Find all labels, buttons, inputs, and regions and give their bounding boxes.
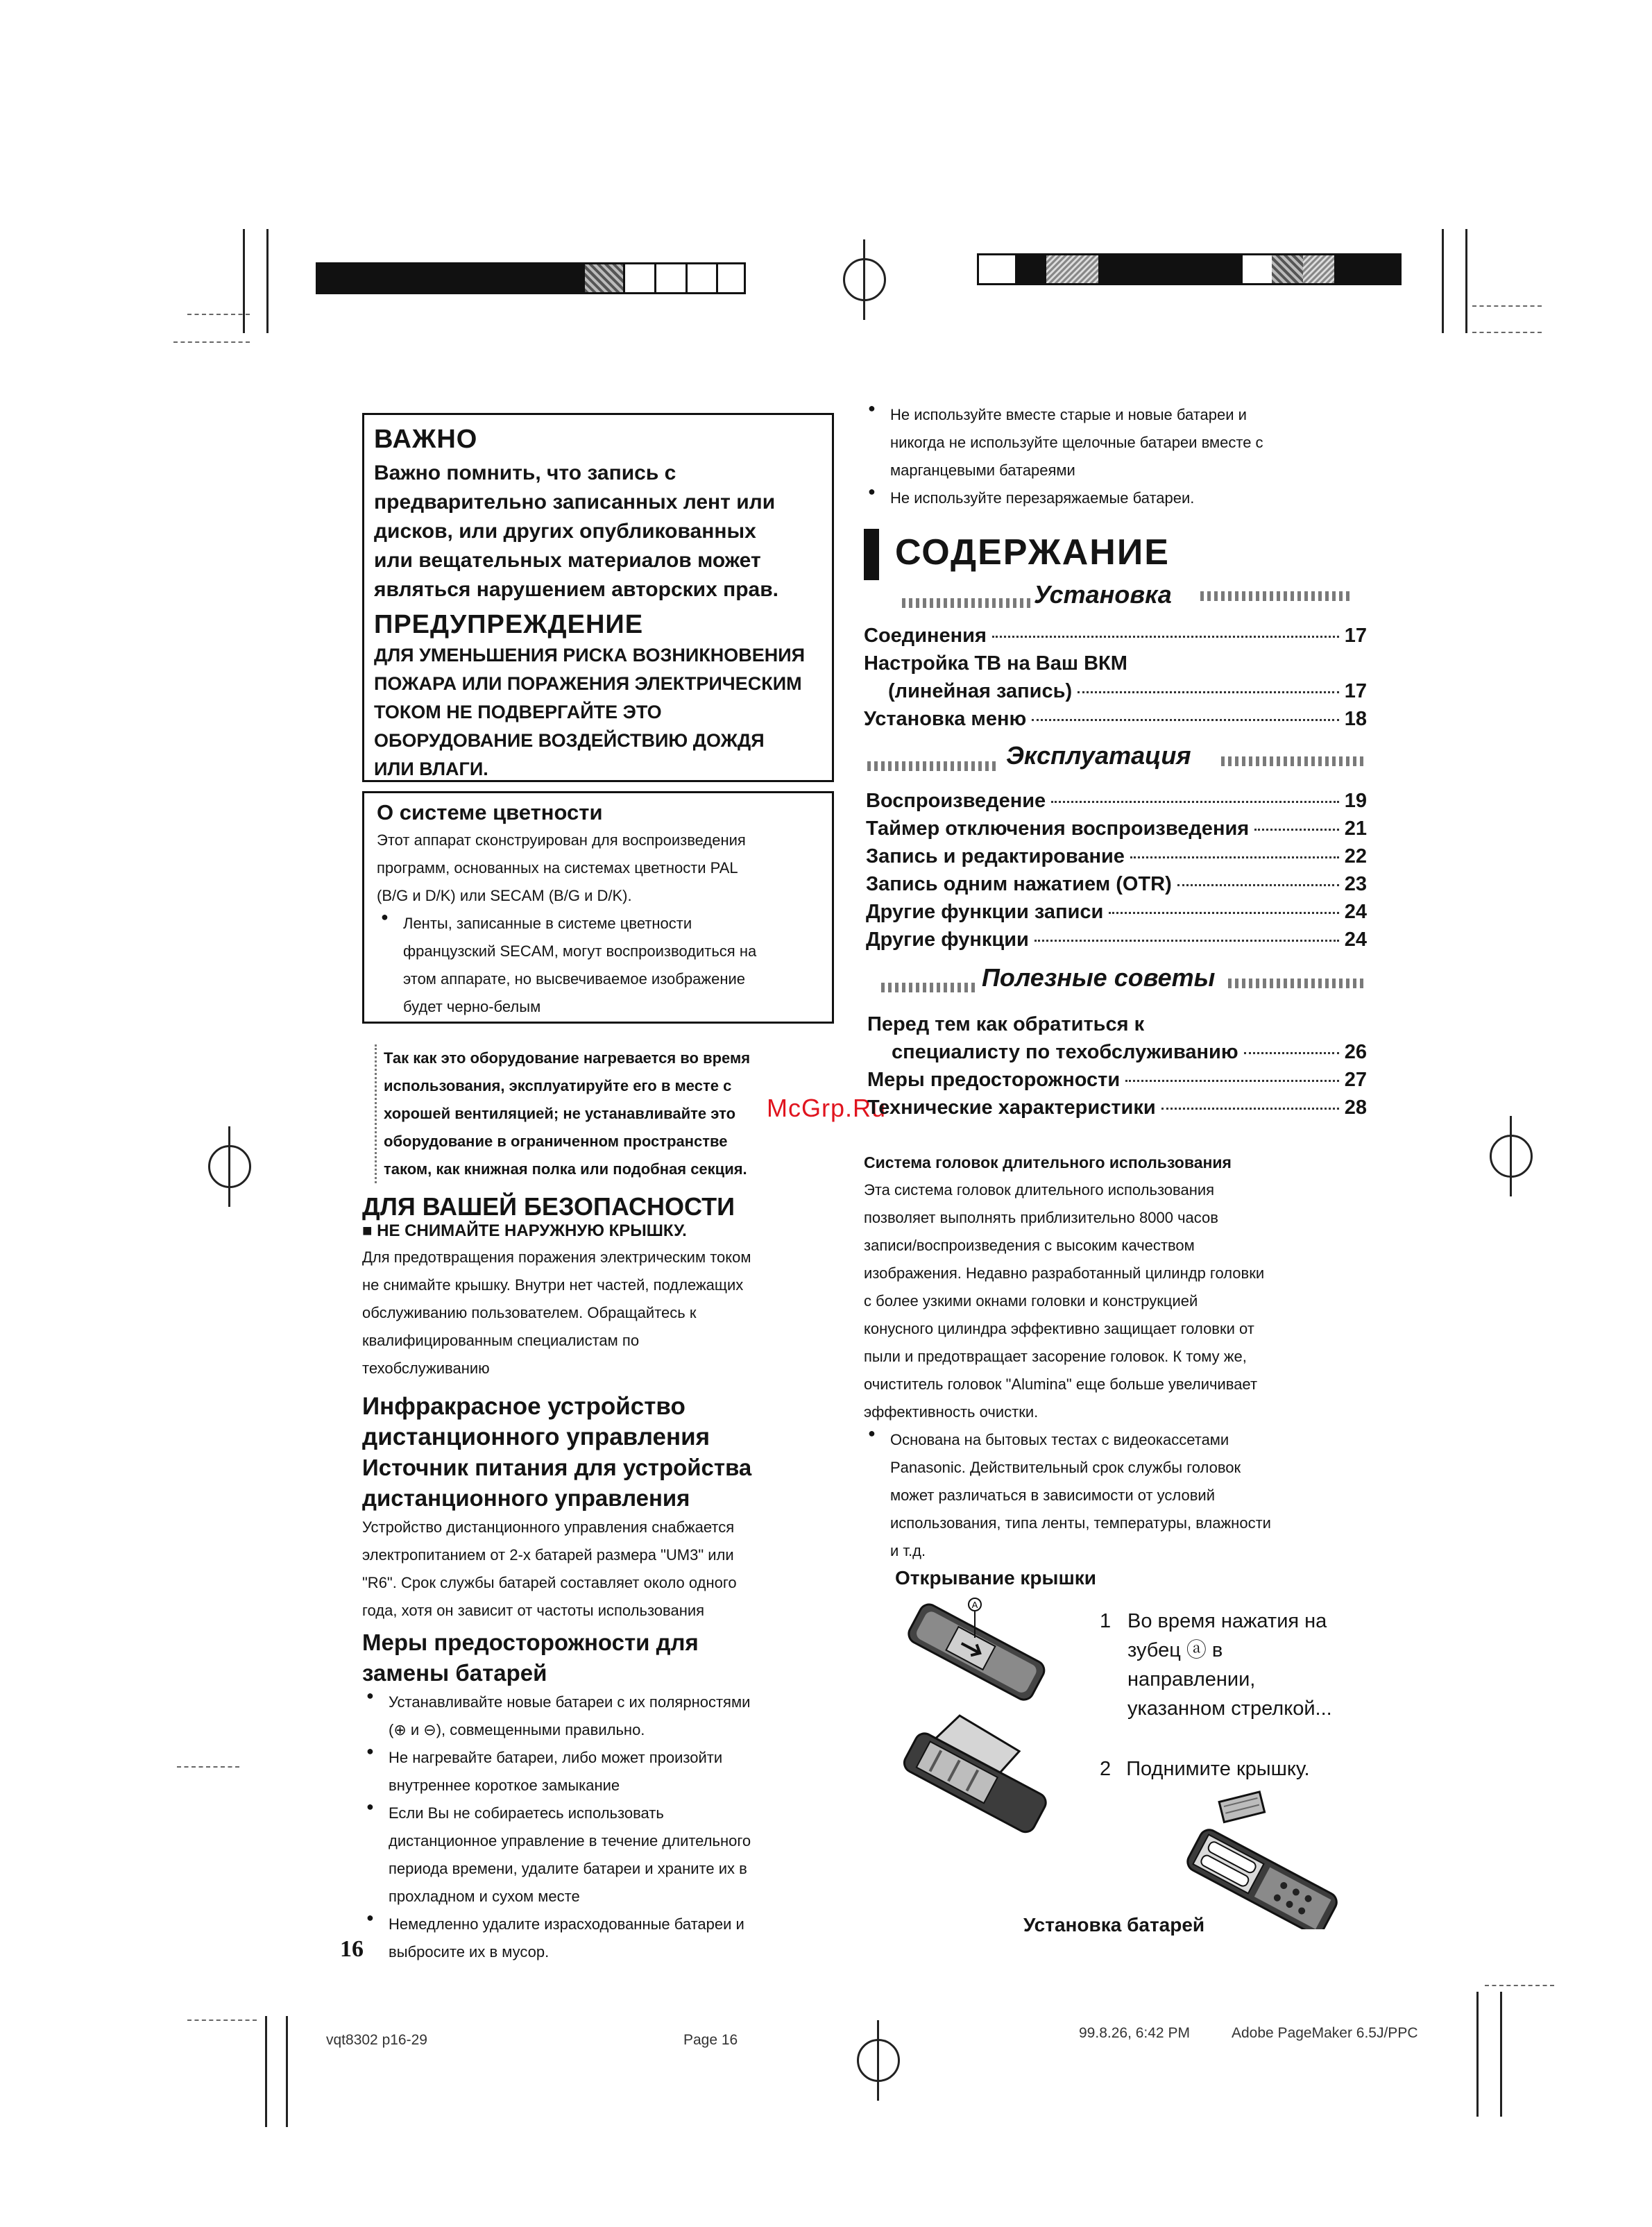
remote-battery-install-illustration xyxy=(1173,1790,1353,1929)
warning-line: ТОКОМ НЕ ПОДВЕРГАЙТЕ ЭТО xyxy=(374,702,662,722)
heads-bullet-line: ● Основана на бытовых тестах с видеокассетами xyxy=(890,1431,1229,1448)
tab-label: A xyxy=(971,1600,978,1610)
ir-remote-title: Инфракрасное устройство xyxy=(362,1393,686,1420)
ventilation-notice xyxy=(375,1044,855,1183)
toc-item[interactable] xyxy=(866,929,1367,951)
battery-bullet-line: ● Устанавливайте новые батареи с их полярностями xyxy=(389,1693,751,1711)
power-line: "R6". Срок службы батарей составляет около одного xyxy=(362,1574,737,1591)
toc-section-title: Полезные советы xyxy=(982,963,1216,992)
toc-marker xyxy=(864,529,879,580)
toc-leader xyxy=(992,636,1339,638)
color-system-bullet xyxy=(377,910,819,1021)
battery-bullet-line: прохладном и сухом месте xyxy=(389,1888,580,1905)
battery-bullet-line: внутреннее короткое замыкание xyxy=(389,1777,620,1794)
precautions-title: замены батарей xyxy=(362,1660,547,1686)
step-1-line: указанном стрелкой... xyxy=(1127,1697,1332,1720)
ir-remote-title: дистанционного управления xyxy=(362,1423,710,1450)
color-system-bullet-line: ● Ленты, записанные в системе цветности xyxy=(403,915,692,932)
color-system-line: программ, основанных на системах цветности PAL xyxy=(377,859,738,877)
battery-bullet-line: выбросите их в мусор. xyxy=(389,1943,550,1961)
precautions-title: Меры предосторожности для xyxy=(362,1629,699,1655)
toc-item-label: Настройка ТВ на Ваш ВКМ xyxy=(864,652,1127,675)
heads-bullet-line: Panasonic. Действительный срок службы головок xyxy=(890,1459,1241,1476)
toc-item-label: Технические характеристики xyxy=(867,1096,1156,1119)
warning-line: ОБОРУДОВАНИЕ ВОЗДЕЙСТВИЮ ДОЖДЯ xyxy=(374,730,765,751)
toc-section-title: Установка xyxy=(1034,580,1172,609)
color-system-line: Этот аппарат сконструирован для воспроизведения xyxy=(377,831,746,849)
battery-note-line: марганцевыми батареями xyxy=(890,462,1075,479)
toc-item[interactable] xyxy=(867,1096,1367,1119)
registration-mark-right xyxy=(1490,1135,1533,1178)
heads-bullet xyxy=(864,1426,1377,1565)
footer-file-name: vqt8302 p16-29 xyxy=(326,2032,427,2048)
safety-line: квалифицированным специалистам по xyxy=(362,1332,640,1349)
toc-item[interactable] xyxy=(892,1041,1367,1064)
step-2 xyxy=(1100,1754,1310,1784)
color-system-bullet-line: будет черно-белым xyxy=(403,998,541,1015)
ventilation-line: Так как это оборудование нагревается во время xyxy=(384,1049,751,1067)
ventilation-line: оборудование в ограниченном пространстве xyxy=(384,1133,728,1150)
battery-bullet xyxy=(362,1744,848,1800)
toc-leader xyxy=(1244,1052,1339,1054)
safety-line: обслуживанию пользователем. Обращайтесь к xyxy=(362,1304,697,1321)
color-system-bullet-line: этом аппарате, но высвечиваемое изображение xyxy=(403,970,745,988)
toc-item-label: специалисту по техобслуживанию xyxy=(892,1041,1238,1063)
heads-bullet-line: и т.д. xyxy=(890,1542,926,1559)
important-line: предварительно записанных лент или xyxy=(374,491,776,514)
ventilation-line: таком, как книжная полка или подобная секция. xyxy=(384,1160,747,1178)
heads-line: изображения. Недавно разработанный цилиндр головки xyxy=(864,1264,1265,1282)
toc-item-label: Другие функции записи xyxy=(866,901,1104,923)
dash-left-margin xyxy=(177,1766,239,1768)
toc-leader xyxy=(1109,912,1338,914)
toc-item-page: 22 xyxy=(1344,845,1367,867)
heads-line: с более узкими окнами головки и конструкцией xyxy=(864,1292,1198,1310)
watermark-text: McGrp.Ru xyxy=(767,1094,887,1122)
warning-line: ДЛЯ УМЕНЬШЕНИЯ РИСКА ВОЗНИКНОВЕНИЯ xyxy=(374,645,806,666)
important-line: дисков, или других опубликованных xyxy=(374,520,756,543)
toc-item[interactable] xyxy=(866,901,1367,924)
step-1-number: 1 xyxy=(1100,1610,1112,1632)
battery-bullet-line: (⊕ и ⊖), совмещенными правильно. xyxy=(389,1721,645,1738)
heads-line: позволяет выполнять приблизительно 8000 часов xyxy=(864,1209,1218,1226)
toc-item[interactable] xyxy=(866,873,1367,896)
toc-item[interactable] xyxy=(866,845,1367,868)
heads-section xyxy=(864,1149,1377,1565)
toc-item-label: Установка меню xyxy=(864,708,1027,730)
toc-item[interactable] xyxy=(864,625,1367,647)
battery-bullet-line: ● Если Вы не собираетесь использовать xyxy=(389,1804,664,1822)
battery-bullet xyxy=(362,1911,848,1966)
toc-decoration xyxy=(1221,756,1367,766)
battery-bullet xyxy=(362,1800,848,1911)
battery-bullet-line: дистанционное управление в течение длительного xyxy=(389,1832,751,1849)
battery-note-bullet xyxy=(864,484,1377,512)
toc-item[interactable] xyxy=(864,652,1367,675)
toc-item-label: Запись одним нажатием (OTR) xyxy=(866,873,1172,895)
toc-title: СОДЕРЖАНИЕ xyxy=(895,532,1170,573)
toc-leader xyxy=(1177,884,1339,886)
battery-bullet-line: ● Не нагревайте батареи, либо может произойти xyxy=(389,1749,723,1766)
battery-note-line: ● Не используйте перезаряжаемые батареи. xyxy=(890,489,1195,507)
battery-note-line: никогда не используйте щелочные батареи вместе с xyxy=(890,434,1263,451)
top-right-notes xyxy=(864,401,1377,512)
toc-item-label: Воспроизведение xyxy=(866,790,1046,812)
toc-leader xyxy=(1051,801,1339,803)
toc-decoration xyxy=(1200,591,1353,601)
toc-decoration xyxy=(1228,979,1367,988)
heads-bullet-line: может различаться в зависимости от условий xyxy=(890,1487,1215,1504)
battery-note-line: ● Не используйте вместе старые и новые батареи и xyxy=(890,406,1247,423)
color-bar-right xyxy=(977,253,1402,285)
safety-title: ДЛЯ ВАШЕЙ БЕЗОПАСНОСТИ xyxy=(362,1192,735,1221)
remote-cover-lifted-illustration xyxy=(892,1714,1065,1839)
toc-item-page: 17 xyxy=(1344,625,1367,647)
remote-pressing-tab-illustration xyxy=(892,1589,1058,1721)
toc-item-page: 26 xyxy=(1344,1041,1367,1063)
battery-note-bullet xyxy=(864,401,1377,484)
registration-mark-top xyxy=(843,258,886,301)
toc-leader xyxy=(1130,856,1339,858)
toc-decoration xyxy=(881,983,978,992)
heads-line: пыли и предотвращает засорение головок. К тому же, xyxy=(864,1348,1247,1365)
toc-item-page: 24 xyxy=(1344,929,1367,951)
ventilation-line: использования, эксплуатируйте его в месте с xyxy=(384,1077,732,1094)
toc-item-page: 23 xyxy=(1344,873,1367,895)
warning-line: ИЛИ ВЛАГИ. xyxy=(374,759,488,779)
heads-line: Эта система головок длительного использования xyxy=(864,1181,1215,1199)
toc-leader xyxy=(1034,940,1339,942)
toc-item[interactable] xyxy=(866,790,1367,813)
warning-line: ПОЖАРА ИЛИ ПОРАЖЕНИЯ ЭЛЕКТРИЧЕСКИМ xyxy=(374,673,802,694)
footer-page: Page 16 xyxy=(683,2032,738,2048)
power-line: Устройство дистанционного управления снабжается xyxy=(362,1518,735,1536)
ventilation-line: хорошей вентиляцией; не устанавливайте это xyxy=(384,1105,736,1122)
safety-line: не снимайте крышку. Внутри нет частей, подлежащих xyxy=(362,1276,744,1294)
footer-date: 99.8.26, 6:42 PM xyxy=(1079,2025,1190,2041)
heads-line: конусного цилиндра эффективно защищает головки от xyxy=(864,1320,1254,1337)
toc-item-page: 18 xyxy=(1344,708,1367,730)
heads-line: записи/воспроизведения с высоким качеством xyxy=(864,1237,1195,1254)
toc-decoration xyxy=(902,598,1030,608)
toc-leader xyxy=(1254,829,1339,831)
color-system-bullet-line: французский SECAM, могут воспроизводиться на xyxy=(403,942,757,960)
heads-line: эффективность очистки. xyxy=(864,1403,1039,1421)
toc-item[interactable] xyxy=(888,680,1367,703)
power-title: Источник питания для устройства xyxy=(362,1455,752,1480)
step-2-text: Поднимите крышку. xyxy=(1126,1758,1310,1780)
important-title: ВАЖНО xyxy=(374,425,478,454)
toc-leader xyxy=(1125,1080,1339,1082)
important-box xyxy=(362,413,834,782)
battery-bullet xyxy=(362,1688,848,1744)
safety-line: техобслуживанию xyxy=(362,1360,490,1377)
registration-mark-bottom xyxy=(857,2039,900,2082)
safety-subtitle: ■ НЕ СНИМАЙТЕ НАРУЖНУЮ КРЫШКУ. xyxy=(362,1221,687,1240)
important-line: Важно помнить, что запись с xyxy=(374,462,676,484)
footer-app: Adobe PageMaker 6.5J/PPC xyxy=(1232,2025,1418,2041)
toc-item-label: Запись и редактирование xyxy=(866,845,1125,867)
step-1-line: направлении, xyxy=(1127,1668,1256,1691)
power-title: дистанционного управления xyxy=(362,1485,690,1511)
power-line: электропитанием от 2-х батарей размера "UM3" или xyxy=(362,1546,734,1564)
step-1 xyxy=(1100,1607,1332,1723)
cover-title: Открывание крышки xyxy=(895,1567,1097,1589)
heads-line: очиститель головок "Alumina" еще больше увеличивает xyxy=(864,1375,1258,1393)
step-1-line: зубец ⓐ в xyxy=(1127,1639,1223,1661)
toc-item-page: 21 xyxy=(1344,818,1367,840)
toc-decoration xyxy=(867,761,999,771)
toc-item-label: Таймер отключения воспроизведения xyxy=(866,818,1250,840)
toc-item-page: 27 xyxy=(1344,1069,1367,1091)
color-system-title: О системе цветности xyxy=(377,800,603,824)
registration-mark-left xyxy=(208,1145,251,1188)
safety-line: Для предотвращения поражения электрическим током xyxy=(362,1248,751,1266)
toc-item-page: 17 xyxy=(1344,680,1367,702)
toc-item-label: Другие функции xyxy=(866,929,1029,951)
toc-item-label: Меры предосторожности xyxy=(867,1069,1121,1091)
important-line: или вещательных материалов может xyxy=(374,549,761,572)
toc-item[interactable] xyxy=(864,708,1367,731)
toc-leader xyxy=(1161,1108,1339,1110)
page-number: 16 xyxy=(340,1936,364,1962)
safety-section xyxy=(362,1192,848,1382)
toc-item-label: (линейная запись) xyxy=(888,680,1073,702)
heads-title: Система головок длительного использования xyxy=(864,1153,1232,1171)
important-line: являться нарушением авторских прав. xyxy=(374,578,779,601)
toc-item-page: 24 xyxy=(1344,901,1367,923)
battery-install-caption: Установка батарей xyxy=(1023,1914,1205,1936)
toc-item-page: 19 xyxy=(1344,790,1367,812)
toc-leader xyxy=(1032,719,1338,721)
battery-bullet-line: периода времени, удалите батареи и храните их в xyxy=(389,1860,747,1877)
toc-item[interactable] xyxy=(867,1069,1367,1092)
color-system-line: (B/G и D/K) или SECAM (B/G и D/K). xyxy=(377,887,632,904)
step-2-number: 2 xyxy=(1100,1758,1112,1780)
warning-title: ПРЕДУПРЕЖДЕНИЕ xyxy=(374,610,644,639)
step-1-line: Во время нажатия на xyxy=(1127,1610,1327,1632)
heads-bullet-line: использования, типа ленты, температуры, влажности xyxy=(890,1514,1271,1532)
toc-item-label: Перед тем как обратиться к xyxy=(867,1013,1145,1035)
power-line: года, хотя он зависит от частоты использования xyxy=(362,1602,705,1619)
toc-item-page: 28 xyxy=(1344,1096,1367,1119)
ir-remote-section xyxy=(362,1391,848,1966)
battery-bullet-line: ● Немедленно удалите израсходованные батареи и xyxy=(389,1915,744,1933)
color-system-box xyxy=(362,791,834,1024)
toc-item-label: Соединения xyxy=(864,625,987,647)
toc-item[interactable] xyxy=(867,1013,1367,1036)
color-bar-left xyxy=(316,262,746,294)
toc-leader xyxy=(1078,691,1339,693)
toc-item[interactable] xyxy=(866,818,1367,840)
toc-section-title: Эксплуатация xyxy=(1006,741,1191,770)
